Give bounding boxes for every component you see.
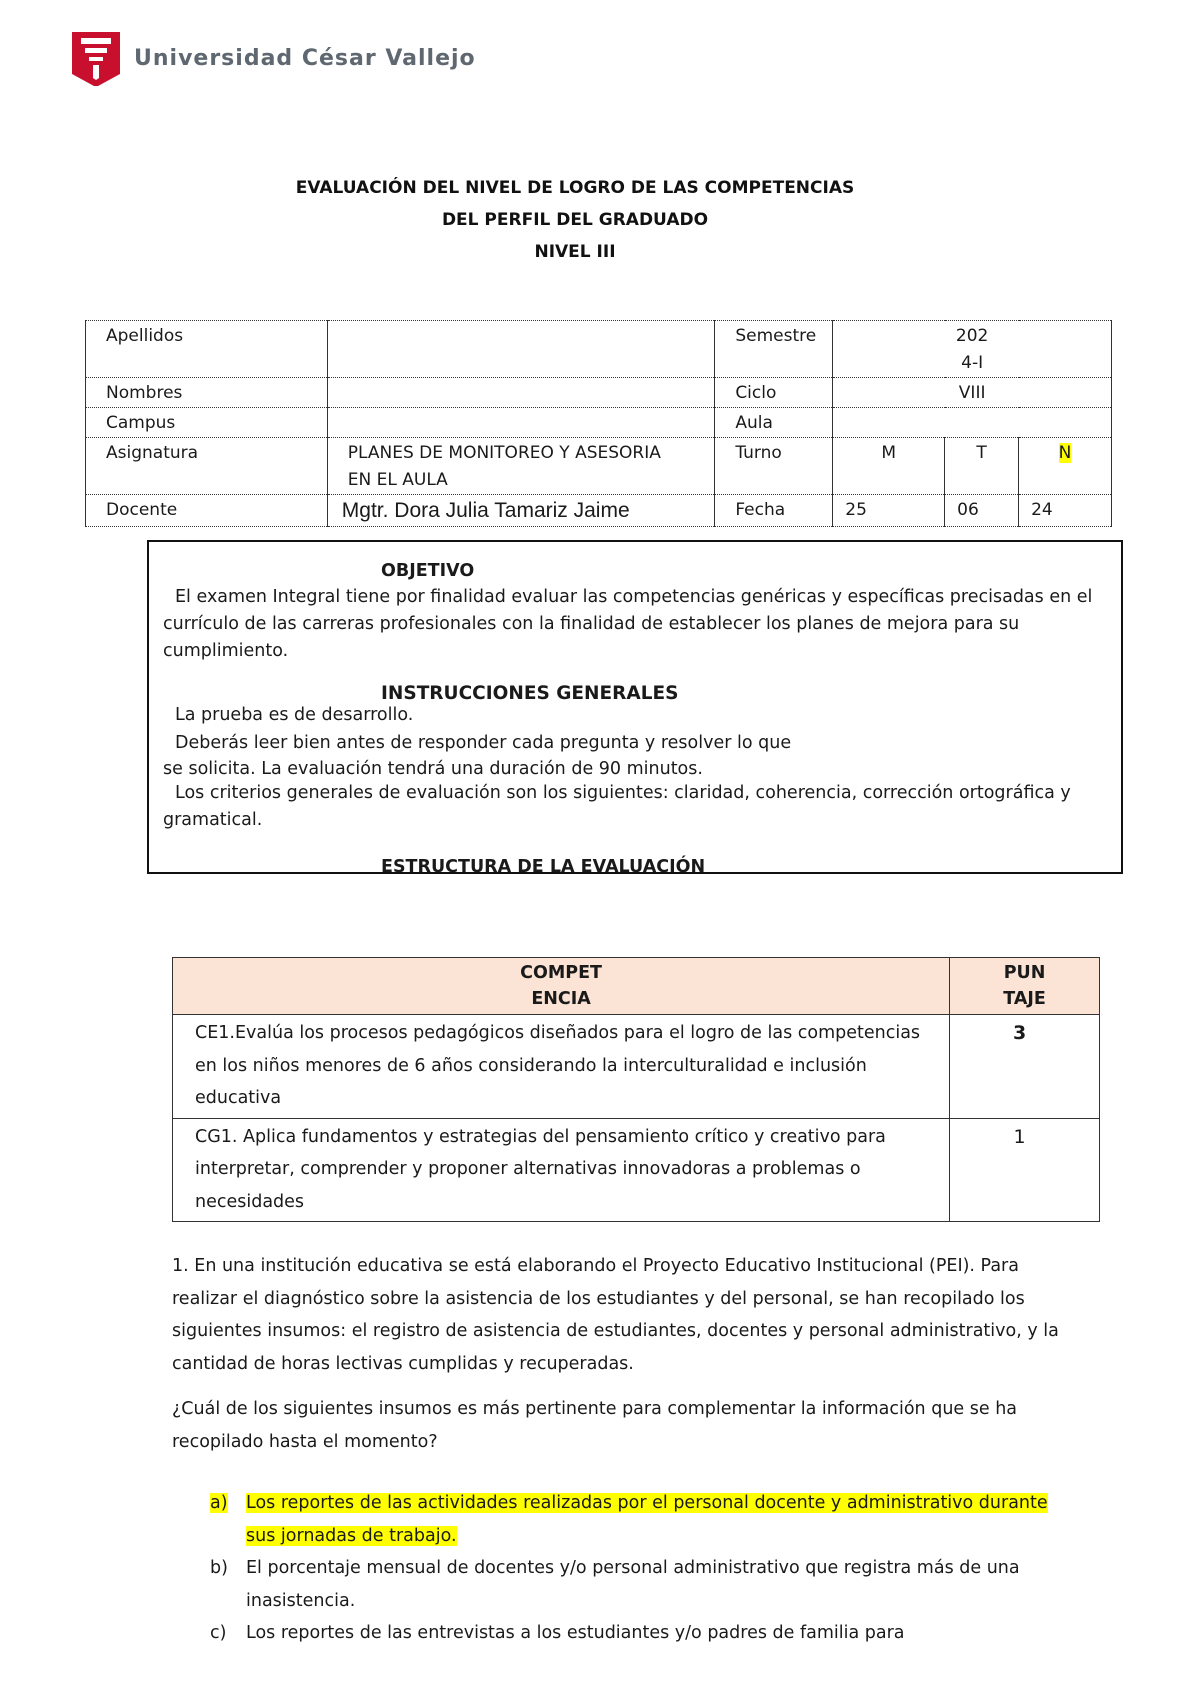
header-puntaje xyxy=(950,958,1100,1015)
turno-n-highlight: N xyxy=(1058,443,1072,463)
table-row xyxy=(173,1015,1100,1119)
student-info-table xyxy=(85,320,1112,527)
competencia-score: 1 xyxy=(950,1118,1100,1222)
label-semestre: Semestre xyxy=(715,321,833,378)
competencias-table xyxy=(172,957,1100,1222)
option-letter xyxy=(210,1487,246,1552)
ucv-shield-icon xyxy=(72,30,120,86)
university-logo xyxy=(72,30,476,86)
label-apellidos: Apellidos xyxy=(86,321,328,378)
asignatura-line2: EN EL AULA xyxy=(347,470,448,490)
value-asignatura xyxy=(327,438,715,495)
estructura-heading: ESTRUCTURA DE LA EVALUACIÓN xyxy=(381,857,706,874)
option-c-letter: c) xyxy=(210,1623,227,1643)
option-c-text: Los reportes de las entrevistas a los estudiantes y/o padres de familia para xyxy=(246,1623,905,1643)
doc-title-line3: NIVEL III xyxy=(534,242,616,262)
header-competencia xyxy=(173,958,950,1015)
label-asignatura: Asignatura xyxy=(86,438,328,495)
question-prompt: ¿Cuál de los siguientes insumos es más pertinente para complementar la información que se ha recopilado hasta el momento? xyxy=(172,1399,1018,1452)
option-b-letter: b) xyxy=(210,1558,228,1578)
instrucciones-heading: INSTRUCCIONES GENERALES xyxy=(381,683,679,704)
answer-options xyxy=(210,1487,1060,1650)
semestre-line2: 4-I xyxy=(961,353,984,373)
header-puntaje-line2: TAJE xyxy=(1003,989,1046,1009)
option-a-text: Los reportes de las actividades realizadas por el personal docente y administrativo durante sus jornadas de trabajo. xyxy=(246,1493,1048,1546)
label-aula: Aula xyxy=(715,408,833,438)
header-competencia-line1: COMPET xyxy=(520,963,602,983)
option-a[interactable] xyxy=(210,1487,1060,1552)
fecha-anio: 24 xyxy=(1019,495,1112,527)
field-aula[interactable] xyxy=(833,408,1112,438)
objective-instructions-box xyxy=(147,540,1123,874)
option-text xyxy=(246,1487,1060,1552)
label-docente: Docente xyxy=(86,495,328,527)
header-competencia-line2: ENCIA xyxy=(531,989,591,1009)
instruccion-3: Los criterios generales de evaluación son los siguientes: claridad, coherencia, corrección ortográfica y gramatical. xyxy=(163,783,1071,830)
question-intro: 1. En una institución educativa se está elaborando el Proyecto Educativo Institucional (PEI). Para realizar el diagnóstico sobre la asistencia de los estudiantes y del personal, se han recopilado los siguientes insumos: el registro de asistencia de estudiantes, docentes y personal administrativo, y la cantidad de horas lectivas cumplidas y recuperadas. xyxy=(172,1256,1059,1374)
value-ciclo: VIII xyxy=(833,378,1112,408)
label-turno: Turno xyxy=(715,438,833,495)
fecha-dia: 25 xyxy=(833,495,945,527)
competencia-score: 3 xyxy=(950,1015,1100,1119)
university-name: Universidad César Vallejo xyxy=(134,45,476,71)
turno-m: M xyxy=(833,438,945,495)
option-a-letter: a) xyxy=(210,1493,228,1513)
value-docente: Mgtr. Dora Julia Tamariz Jaime xyxy=(327,495,715,527)
instruccion-2b: se solicita. La evaluación tendrá una duración de 90 minutos. xyxy=(163,759,703,779)
turno-t: T xyxy=(945,438,1019,495)
instruccion-1: La prueba es de desarrollo. xyxy=(175,705,414,725)
doc-title-line1: EVALUACIÓN DEL NIVEL DE LOGRO DE LAS COMPETENCIAS xyxy=(295,178,855,198)
competencia-text: CG1. Aplica fundamentos y estrategias del pensamiento crítico y creativo para interpretar, comprender y proponer alternativas innovadoras a problemas o necesidades xyxy=(173,1118,950,1222)
label-ciclo: Ciclo xyxy=(715,378,833,408)
fecha-mes: 06 xyxy=(945,495,1019,527)
doc-title-line2: DEL PERFIL DEL GRADUADO xyxy=(441,210,709,230)
option-b[interactable] xyxy=(210,1552,1060,1617)
label-campus: Campus xyxy=(86,408,328,438)
field-nombres[interactable] xyxy=(327,378,715,408)
option-b-text: El porcentaje mensual de docentes y/o personal administrativo que registra más de una inasistencia. xyxy=(246,1558,1020,1611)
objetivo-heading: OBJETIVO xyxy=(381,561,475,581)
instruccion-2a: Deberás leer bien antes de responder cada pregunta y resolver lo que xyxy=(175,733,792,753)
option-c[interactable] xyxy=(210,1617,1060,1650)
field-campus[interactable] xyxy=(327,408,715,438)
table-row xyxy=(173,1118,1100,1222)
value-semestre xyxy=(833,321,1112,378)
semestre-line1: 202 xyxy=(955,326,989,346)
label-nombres: Nombres xyxy=(86,378,328,408)
turno-n xyxy=(1019,438,1112,495)
competencia-text: CE1.Evalúa los procesos pedagógicos diseñados para el logro de las competencias en los niños menores de 6 años considerando la interculturalidad e inclusión educativa xyxy=(173,1015,950,1119)
field-apellidos[interactable] xyxy=(327,321,715,378)
objetivo-text: El examen Integral tiene por finalidad evaluar las competencias genéricas y específicas precisadas en el currículo de las carreras profesionales con la finalidad de establecer los planes de mejora para su cumplimiento. xyxy=(163,587,1093,661)
asignatura-line1: PLANES DE MONITOREO Y ASESORIA xyxy=(347,443,661,463)
header-puntaje-line1: PUN xyxy=(1003,963,1046,983)
label-fecha: Fecha xyxy=(715,495,833,527)
